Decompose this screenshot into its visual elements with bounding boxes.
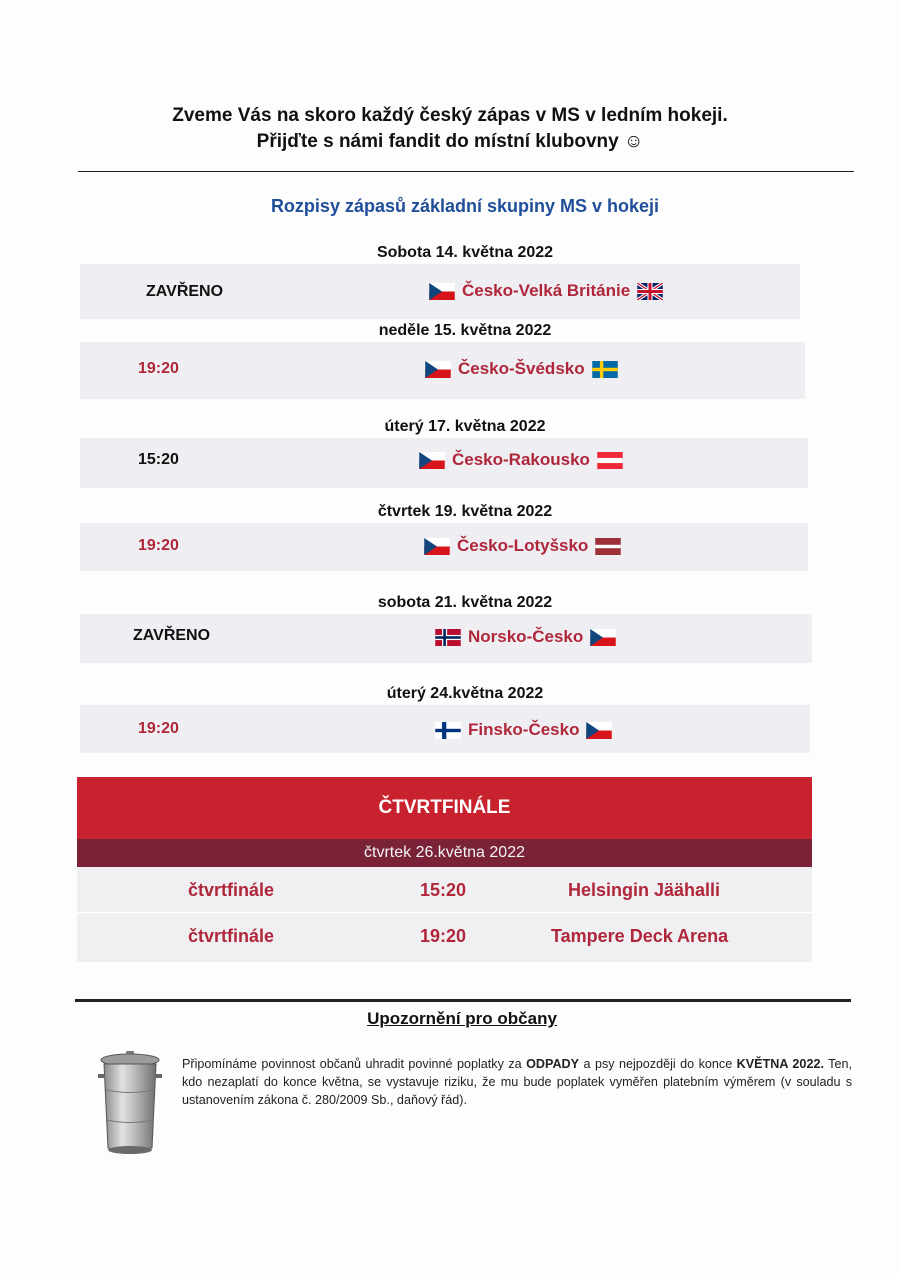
notice-text-part: Ten, kdo nezaplatí do konce května, se vystavuje riziku, že mu bude poplatek vyměřen platebním výměrem (v souladu s ustanovením zákona č. 280/2009 Sb., daňový řád). — [182, 1057, 852, 1107]
game-match-label: Česko-Velká Británie — [462, 281, 631, 300]
divider — [78, 171, 854, 172]
game-match — [434, 720, 613, 740]
cz-flag-icon — [418, 452, 446, 469]
game-date: úterý 24.května 2022 — [386, 685, 544, 702]
qf-stage: čtvrtfinále — [188, 926, 275, 946]
se-flag-icon — [591, 361, 619, 378]
game-time: 19:20 — [138, 537, 179, 554]
game-match — [424, 359, 619, 379]
game-match — [428, 281, 664, 301]
qf-stage: čtvrtfinále — [188, 880, 275, 900]
game-match-label: Norsko-Česko — [468, 627, 584, 646]
game-match-label: Česko-Lotyšsko — [457, 536, 589, 555]
game-match-label: Česko-Švédsko — [458, 359, 585, 378]
quarterfinal-heading: ČTVRTFINÁLE — [77, 777, 812, 839]
notice-title: Upozornění pro občany — [367, 1009, 557, 1028]
game-date: Sobota 14. května 2022 — [376, 244, 554, 261]
game-match-label: Česko-Rakousko — [452, 450, 590, 469]
game-match-label: Finsko-Česko — [468, 720, 580, 739]
intro-line-1: Zveme Vás na skoro každý český zápas v MS v ledním hokeji. — [172, 105, 728, 126]
game-match — [434, 627, 617, 647]
game-match — [423, 536, 622, 556]
cz-flag-icon — [585, 722, 613, 739]
game-time: ZAVŘENO — [133, 627, 211, 644]
qf-time: 19:20 — [420, 926, 467, 946]
game-time: 19:20 — [138, 720, 179, 737]
qf-row-divider — [77, 912, 812, 913]
game-date: sobota 21. května 2022 — [377, 594, 553, 611]
notice-text — [182, 1055, 852, 1109]
game-date: úterý 17. května 2022 — [384, 418, 546, 435]
cz-flag-icon — [423, 538, 451, 555]
notice-text-part: a psy nejpozději do konce — [579, 1057, 737, 1071]
no-flag-icon — [434, 629, 462, 646]
qf-time: 15:20 — [420, 880, 467, 900]
divider — [75, 999, 851, 1002]
notice-bold-deadline: KVĚTNA 2022. — [736, 1057, 824, 1071]
gb-flag-icon — [636, 283, 664, 300]
notice-text-part: Připomínáme povinnost občanů uhradit povinné poplatky za — [182, 1057, 527, 1071]
trash-bin-icon — [98, 1050, 164, 1158]
at-flag-icon — [596, 452, 624, 469]
qf-venue: Tampere Deck Arena — [551, 926, 729, 946]
cz-flag-icon — [424, 361, 452, 378]
game-match — [418, 450, 624, 470]
fi-flag-icon — [434, 722, 462, 739]
lv-flag-icon — [594, 538, 622, 555]
qf-venue: Helsingin Jäähalli — [568, 880, 721, 900]
cz-flag-icon — [589, 629, 617, 646]
game-time: 19:20 — [138, 360, 179, 377]
game-date: čtvrtek 19. května 2022 — [377, 503, 553, 520]
intro-line-2: Přijďte s námi fandit do místní klubovny ☺ — [256, 131, 644, 152]
game-time: 15:20 — [138, 451, 179, 468]
game-date: neděle 15. května 2022 — [378, 322, 552, 339]
schedule-title: Rozpisy zápasů základní skupiny MS v hokeji — [270, 196, 660, 216]
quarterfinal-date: čtvrtek 26.května 2022 — [77, 839, 812, 867]
game-time: ZAVŘENO — [146, 283, 224, 300]
cz-flag-icon — [428, 283, 456, 300]
notice-bold-odpady: ODPADY — [526, 1057, 580, 1071]
